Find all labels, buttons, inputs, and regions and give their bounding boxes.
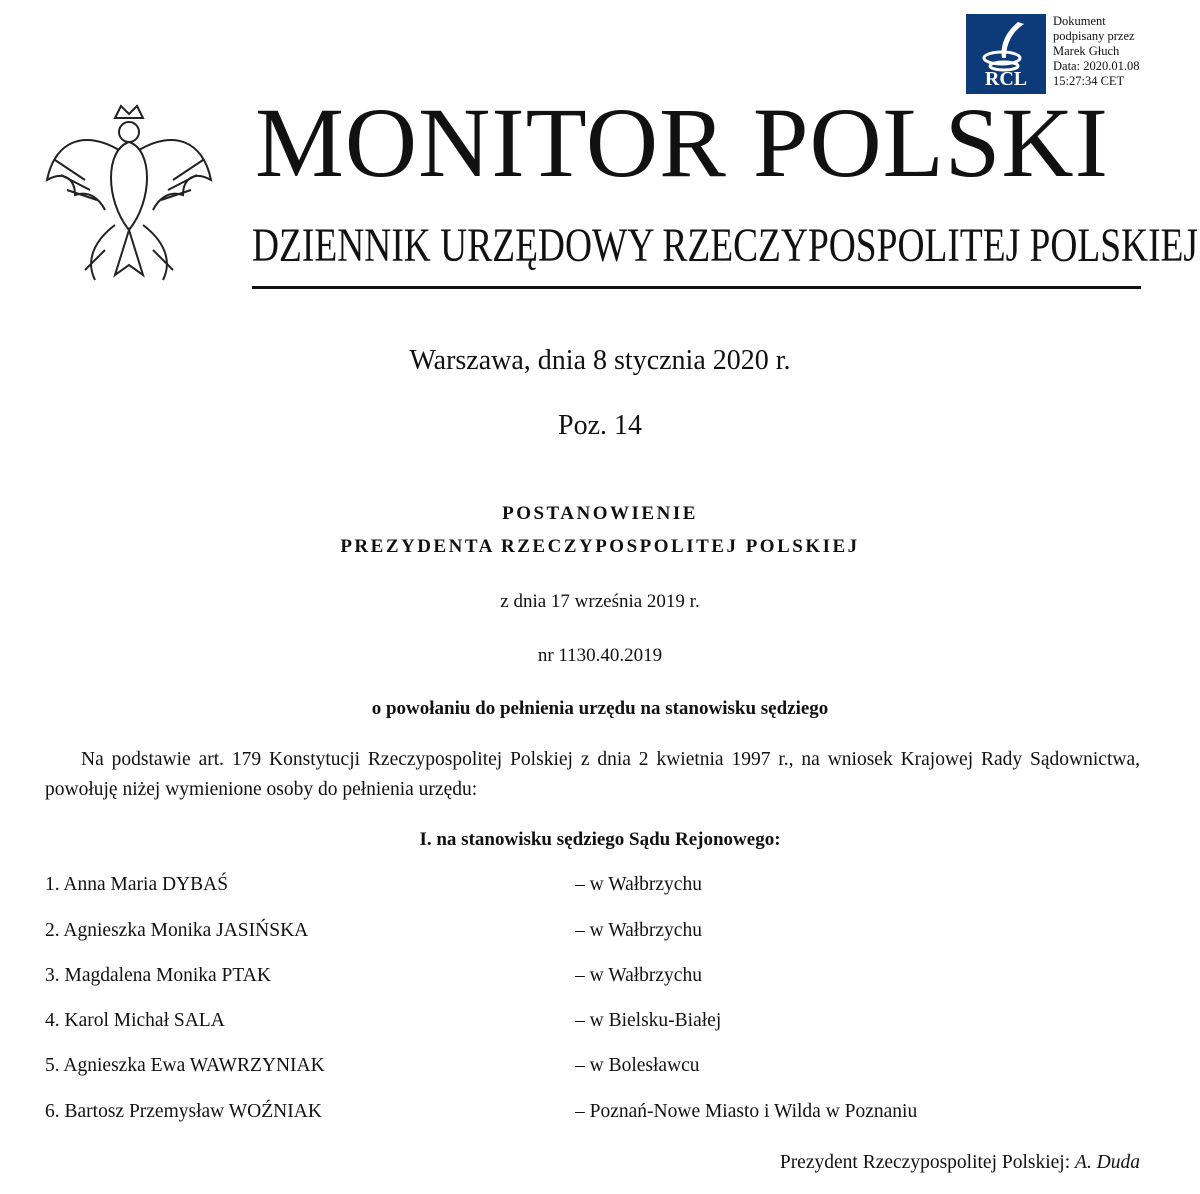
signature-line: Data: 2020.01.08 [1053,59,1140,73]
appointee-name: 1. Anna Maria DYBAŚ [45,874,229,895]
position-number: Poz. 14 [558,410,642,441]
appointee-court: – w Bielsku-Białej [575,1010,722,1031]
place-date: Warszawa, dnia 8 stycznia 2020 r. [409,345,791,376]
appointee-row [45,1055,1145,1077]
document-date: z dnia 17 września 2019 r. [500,591,700,612]
appointee-name: 5. Agnieszka Ewa WAWRZYNIAK [45,1055,325,1076]
signature-line: 15:27:34 CET [1053,74,1125,88]
document-subject: o powołaniu do pełnienia urzędu na stanowisku sędziego [371,698,829,719]
document-type: POSTANOWIENIE [502,503,698,524]
quill-icon [966,14,1046,74]
header-divider [252,286,1141,289]
publication-subtitle: DZIENNIK URZĘDOWY RZECZYPOSPOLITEJ POLSKIEJ [252,219,1199,272]
appointee-row [45,874,1145,896]
publication-title: MONITOR POLSKI [255,87,1109,198]
signature-line: podpisany przez [1053,29,1135,43]
appointee-court: – w Wałbrzychu [575,965,702,986]
appointee-court: – w Wałbrzychu [575,920,702,941]
appointee-name: 4. Karol Michał SALA [45,1010,225,1031]
rcl-logo [966,14,1046,94]
section-heading: I. na stanowisku sędziego Sądu Rejonowego: [419,829,781,850]
signature-line: Marek Głuch [1053,44,1120,58]
signature-line: Dokument [1053,14,1106,28]
signature-line [780,1152,1140,1174]
signer-label: Prezydent Rzeczypospolitej Polskiej: [779,1152,1071,1173]
legal-basis-paragraph: Na podstawie art. 179 Konstytucji Rzeczypospolitej Polskiej z dnia 2 kwietnia 1997 r., na wniosek Krajowej Rady Sądownictwa, powołuję niżej wymienione osoby do pełnienia urzędu: [45,749,1140,800]
document-issuer: PREZYDENTA RZECZYPOSPOLITEJ POLSKIEJ [340,536,860,557]
appointee-row [45,965,1145,987]
appointee-court: – w Bolesławcu [575,1055,700,1076]
appointee-row [45,1101,1145,1123]
rcl-logo-text: RCL [984,68,1028,90]
signer-name: A. Duda [1075,1152,1140,1173]
appointee-row [45,1010,1145,1032]
appointee-name: 6. Bartosz Przemysław WOŹNIAK [45,1101,322,1122]
appointee-name: 3. Magdalena Monika PTAK [45,965,271,986]
polish-eagle-emblem-icon [45,100,213,290]
signature-info [1053,14,1139,89]
document-number: nr 1130.40.2019 [537,645,663,666]
appointee-court: – Poznań-Nowe Miasto i Wilda w Poznaniu [575,1101,918,1122]
appointee-row [45,920,1145,942]
appointee-name: 2. Agnieszka Monika JASIŃSKA [45,920,309,941]
appointee-court: – w Wałbrzychu [575,874,702,895]
